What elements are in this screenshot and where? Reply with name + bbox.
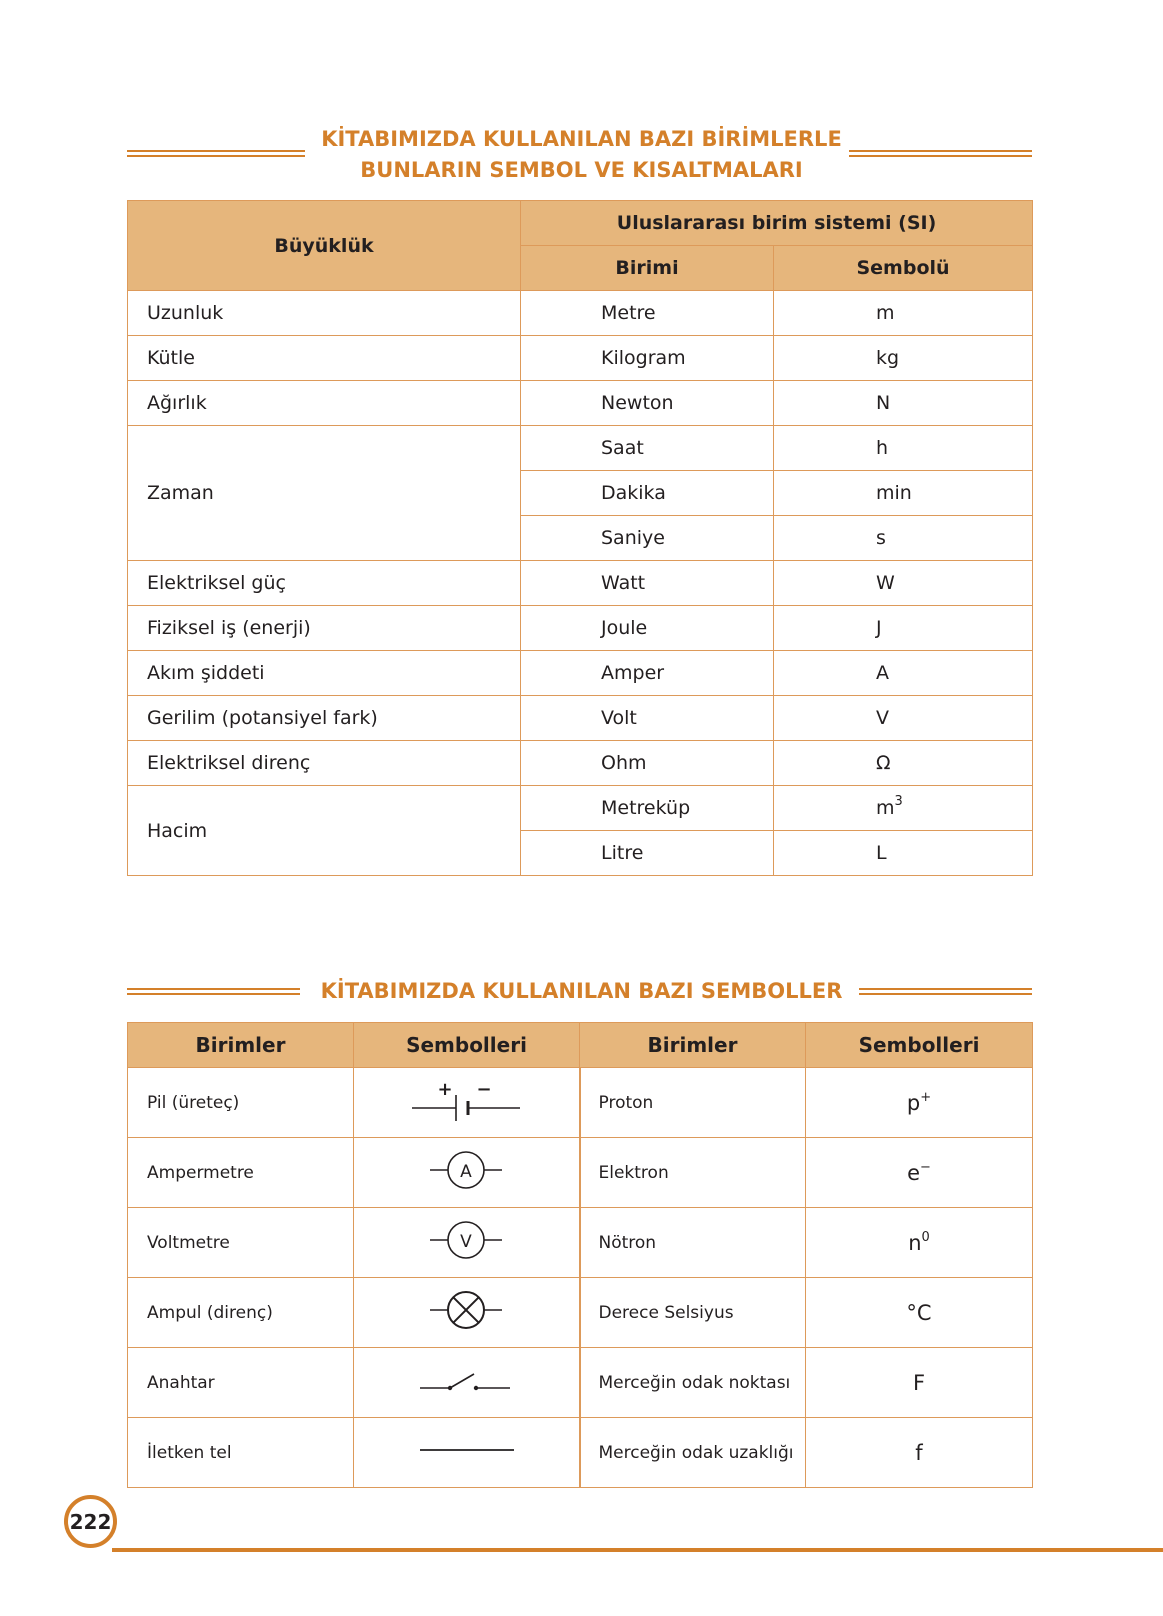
table-row [128,696,1033,741]
left-symbol-cell [354,1418,580,1488]
left-symbol-cell [354,1348,580,1418]
right-symbol-cell [806,1208,1033,1278]
right-symbol-cell: °C [806,1278,1033,1348]
header-symbols-left: Sembolleri [354,1023,580,1068]
quantity-cell: Uzunluk [128,291,521,336]
ammeter-icon [426,1148,506,1192]
left-symbol-cell [354,1068,580,1138]
unit-cell: Kilogram [521,336,774,381]
left-name-cell: Ampermetre [128,1138,354,1208]
unit-cell: Metreküp [521,786,774,831]
table-row [128,1138,1033,1208]
quantity-cell: Zaman [128,426,521,561]
voltmeter-icon [426,1218,506,1262]
page-number: 222 [64,1495,117,1548]
symbol-cell: L [774,831,1033,876]
table-row [128,381,1033,426]
quantity-cell: Ağırlık [128,381,521,426]
table-row [128,426,1033,471]
symbols-section-title: KİTABIMIZDA KULLANILAN BAZI SEMBOLLER [320,979,843,1003]
symbol-cell: min [774,471,1033,516]
right-symbol-cell [806,1138,1033,1208]
particle-charge: − [920,1159,931,1175]
units-table [127,200,1033,876]
table-row [128,336,1033,381]
right-symbol-cell: F [806,1348,1033,1418]
symbol-cell: s [774,516,1033,561]
unit-cell: Dakika [521,471,774,516]
table-row [128,1208,1033,1278]
quantity-cell: Akım şiddeti [128,651,521,696]
symbol-cell: A [774,651,1033,696]
battery-minus-label: − [476,1079,492,1100]
quantity-cell: Elektriksel direnç [128,741,521,786]
header-unit: Birimi [521,246,774,291]
table-row [128,651,1033,696]
unit-cell: Newton [521,381,774,426]
table-row [128,291,1033,336]
lamp-icon [426,1288,506,1332]
left-name-cell: Voltmetre [128,1208,354,1278]
quantity-cell: Gerilim (potansiyel fark) [128,696,521,741]
symbol-cell: Ω [774,741,1033,786]
symbols-table [127,1022,1033,1488]
symbol-superscript: 3 [894,794,903,809]
wire-icon [416,1428,516,1472]
left-symbol-cell [354,1138,580,1208]
table-row [128,561,1033,606]
right-name-cell: Nötron [580,1208,806,1278]
symbol-cell [774,786,1033,831]
unit-cell: Watt [521,561,774,606]
symbol-base: m [876,797,895,819]
table-row [128,1348,1033,1418]
table-row [128,1418,1033,1488]
units-title-line1: KİTABIMIZDA KULLANILAN BAZI BİRİMLERLE [321,127,842,151]
right-name-cell: Elektron [580,1138,806,1208]
right-name-cell: Merceğin odak uzaklığı [580,1418,806,1488]
quantity-cell: Kütle [128,336,521,381]
symbol-cell: V [774,696,1033,741]
table-row [128,741,1033,786]
unit-cell: Saat [521,426,774,471]
footer-rule [112,1548,1163,1552]
quantity-cell: Hacim [128,786,521,876]
symbol-cell: W [774,561,1033,606]
particle-charge: + [920,1089,932,1105]
unit-cell: Metre [521,291,774,336]
header-symbol: Sembolü [774,246,1033,291]
table-row [128,1278,1033,1348]
header-symbols-right: Sembolleri [806,1023,1033,1068]
left-name-cell: Anahtar [128,1348,354,1418]
header-units-left: Birimler [128,1023,354,1068]
unit-cell: Amper [521,651,774,696]
left-name-cell: Pil (üreteç) [128,1068,354,1138]
symbol-cell: N [774,381,1033,426]
unit-cell: Ohm [521,741,774,786]
table-row [128,786,1033,831]
battery-plus-label: + [437,1079,453,1100]
symbol-cell: m [774,291,1033,336]
units-title-line2: BUNLARIN SEMBOL VE KISALTMALARI [360,158,803,182]
header-si: Uluslararası birim sistemi (SI) [521,201,1033,246]
header-units-right: Birimler [580,1023,806,1068]
right-symbol-cell [806,1068,1033,1138]
unit-cell: Litre [521,831,774,876]
table-row [128,1068,1033,1138]
particle-symbol: p [906,1090,921,1115]
left-name-cell: İletken tel [128,1418,354,1488]
symbol-cell: kg [774,336,1033,381]
right-name-cell: Proton [580,1068,806,1138]
right-symbol-cell: f [806,1418,1033,1488]
particle-symbol: e [907,1160,920,1185]
header-quantity: Büyüklük [128,201,521,291]
unit-cell: Saniye [521,516,774,561]
ammeter-letter: A [460,1162,473,1182]
battery-icon [406,1078,526,1122]
units-section-title [0,124,1163,186]
voltmeter-letter: V [460,1232,473,1252]
left-name-cell: Ampul (direnç) [128,1278,354,1348]
switch-icon [416,1358,516,1402]
particle-charge: 0 [921,1229,930,1245]
unit-cell: Volt [521,696,774,741]
quantity-cell: Fiziksel iş (enerji) [128,606,521,651]
right-name-cell: Derece Selsiyus [580,1278,806,1348]
unit-cell: Joule [521,606,774,651]
left-symbol-cell [354,1278,580,1348]
table-row [128,606,1033,651]
symbol-cell: h [774,426,1033,471]
quantity-cell: Elektriksel güç [128,561,521,606]
left-symbol-cell [354,1208,580,1278]
symbol-cell: J [774,606,1033,651]
particle-symbol: n [908,1230,922,1255]
right-name-cell: Merceğin odak noktası [580,1348,806,1418]
